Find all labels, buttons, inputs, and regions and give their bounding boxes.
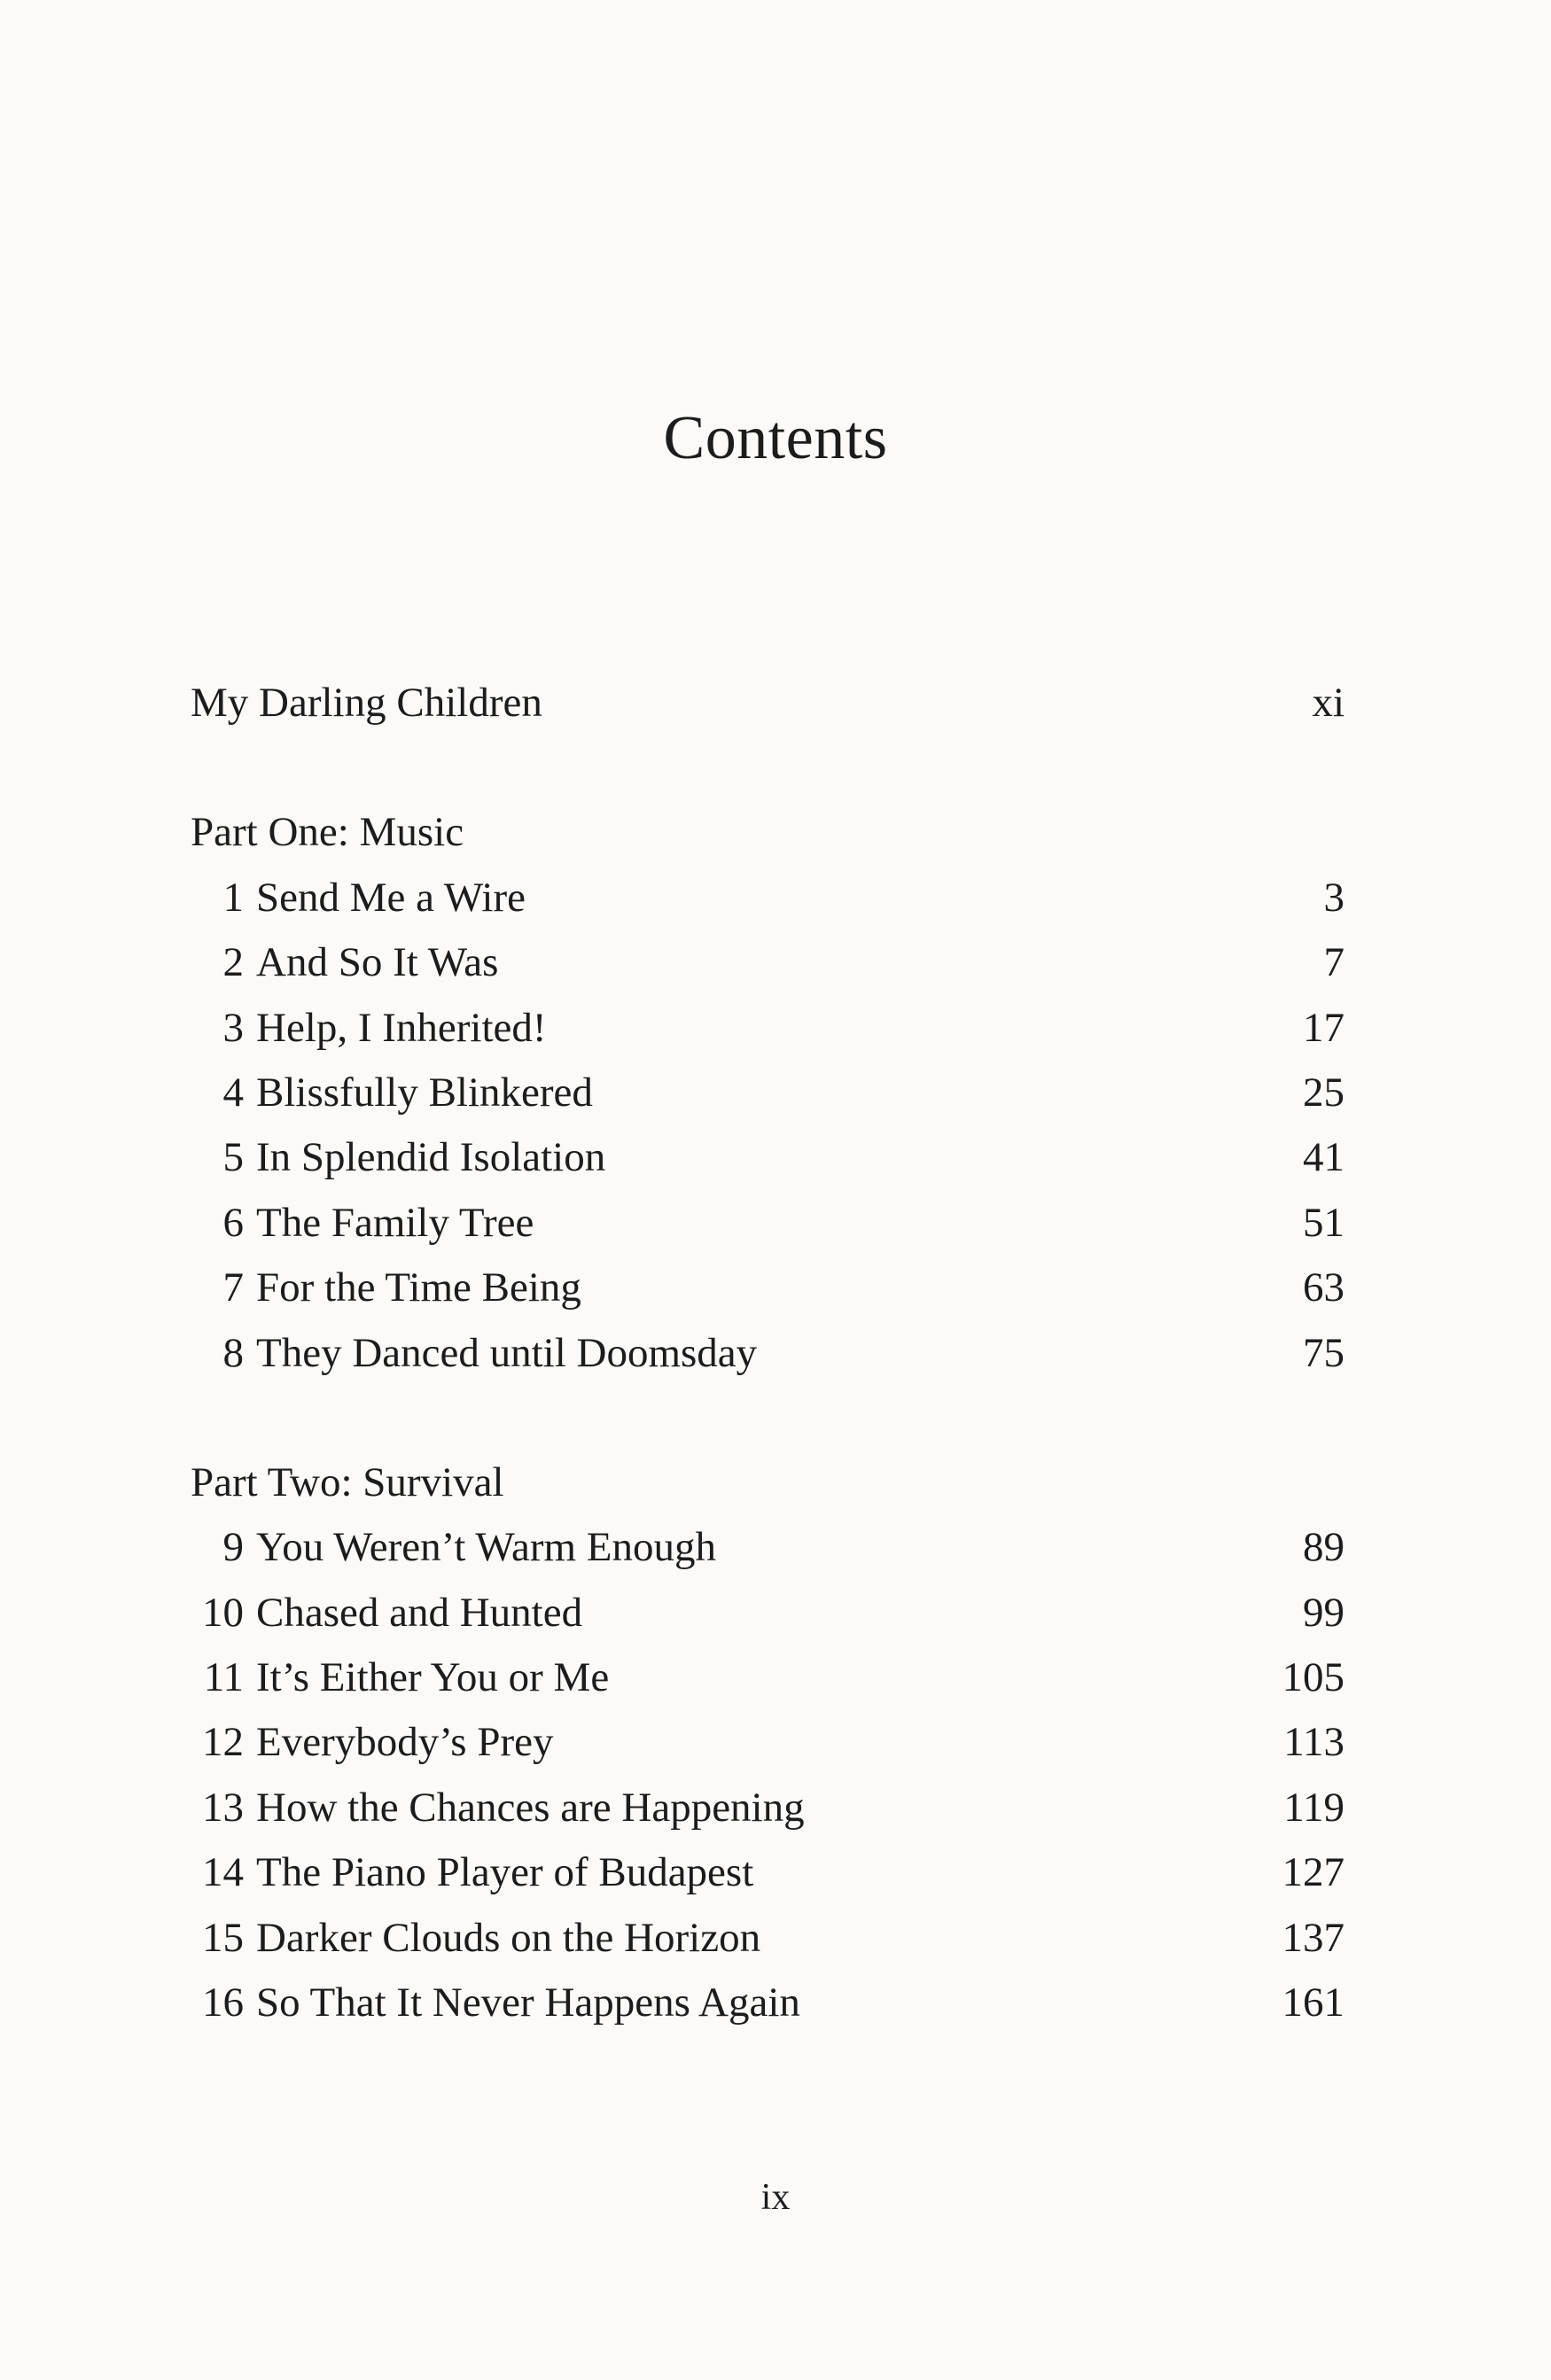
toc-entry-page: 161 [1282, 1979, 1344, 2026]
toc-entry-page: 99 [1303, 1589, 1344, 1636]
toc-entry [191, 1710, 1344, 1775]
toc-entry-page: 25 [1303, 1069, 1344, 1116]
toc-entry-label: And So It Was [256, 939, 499, 986]
toc-entry [191, 1515, 1344, 1580]
toc-entry-label: It’s Either You or Me [256, 1654, 610, 1701]
toc-entry-page: 17 [1303, 1004, 1344, 1051]
toc-entry-number: 9 [222, 1524, 244, 1571]
toc-entry [191, 1971, 1344, 2035]
toc-entry-page: 89 [1303, 1524, 1344, 1571]
toc-entry-page: 63 [1303, 1264, 1344, 1311]
toc-entry [191, 866, 1344, 930]
page-number: ix [760, 2177, 791, 2218]
toc-entry-number: 8 [222, 1329, 244, 1376]
toc-entry-page: 113 [1283, 1719, 1344, 1766]
toc-entry-label: My Darling Children [191, 680, 542, 726]
toc-entry [191, 1125, 1344, 1190]
toc-entry-page: 119 [1283, 1784, 1344, 1831]
table-of-contents [191, 671, 1344, 2035]
section-gap [191, 1386, 1344, 1451]
toc-entry-number: 3 [222, 1004, 244, 1051]
toc-entry-number: 11 [203, 1654, 244, 1701]
page-title: Contents [663, 404, 888, 472]
toc-entry-number: 16 [202, 1979, 244, 2026]
toc-entry-label: In Splendid Isolation [256, 1134, 606, 1181]
toc-entry [191, 1061, 1344, 1125]
toc-entry [191, 1906, 1344, 1971]
toc-entry-page: 41 [1303, 1134, 1344, 1181]
toc-entry-label: Help, I Inherited! [256, 1004, 547, 1051]
toc-entry-page: 51 [1303, 1199, 1344, 1246]
toc-entry-label: How the Chances are Happening [256, 1784, 805, 1831]
toc-entry-label: Send Me a Wire [256, 874, 526, 921]
toc-entry-number: 6 [222, 1199, 244, 1246]
toc-entry-number: 12 [202, 1719, 244, 1766]
toc-entry-number: 1 [222, 874, 244, 921]
toc-entry-label: Everybody’s Prey [256, 1719, 554, 1766]
toc-entry [191, 1321, 1344, 1386]
part-heading: Part One: Music [191, 809, 464, 856]
toc-entry [191, 1581, 1344, 1645]
toc-entry-number: 7 [222, 1264, 244, 1311]
toc-entry-number: 2 [222, 939, 244, 986]
toc-entry-number: 14 [202, 1849, 244, 1896]
toc-entry-page: 7 [1323, 939, 1344, 986]
toc-entry-number: 4 [222, 1069, 244, 1116]
toc-entry-number: 15 [202, 1914, 244, 1961]
toc-entry-page: xi [1312, 680, 1344, 726]
toc-entry-number: 5 [222, 1134, 244, 1181]
section-gap [191, 735, 1344, 800]
toc-entry-number: 13 [202, 1784, 244, 1831]
toc-entry-label: The Piano Player of Budapest [256, 1849, 754, 1896]
toc-entry-label: Blissfully Blinkered [256, 1069, 593, 1116]
toc-entry-page: 105 [1282, 1654, 1344, 1701]
toc-entry [191, 1776, 1344, 1840]
toc-entry-label: For the Time Being [256, 1264, 581, 1311]
toc-entry-page: 137 [1282, 1914, 1344, 1961]
toc-entry-page: 3 [1323, 874, 1344, 921]
toc-entry-label: Chased and Hunted [256, 1589, 583, 1636]
toc-entry-label: They Danced until Doomsday [256, 1329, 758, 1376]
part-heading: Part Two: Survival [191, 1458, 504, 1505]
toc-entry-page: 75 [1303, 1329, 1344, 1376]
toc-entry [191, 1645, 1344, 1710]
toc-entry [191, 1840, 1344, 1905]
toc-entry-label: So That It Never Happens Again [256, 1979, 800, 2026]
toc-entry-page: 127 [1282, 1849, 1344, 1896]
toc-entry [191, 1191, 1344, 1256]
toc-entry-front [191, 671, 1344, 735]
toc-entry [191, 930, 1344, 995]
toc-entry-label: You Weren’t Warm Enough [256, 1524, 716, 1571]
toc-entry [191, 1256, 1344, 1320]
toc-entry-label: The Family Tree [256, 1199, 534, 1246]
toc-entry-number: 10 [202, 1589, 244, 1636]
toc-entry-label: Darker Clouds on the Horizon [256, 1914, 761, 1961]
toc-entry [191, 996, 1344, 1061]
